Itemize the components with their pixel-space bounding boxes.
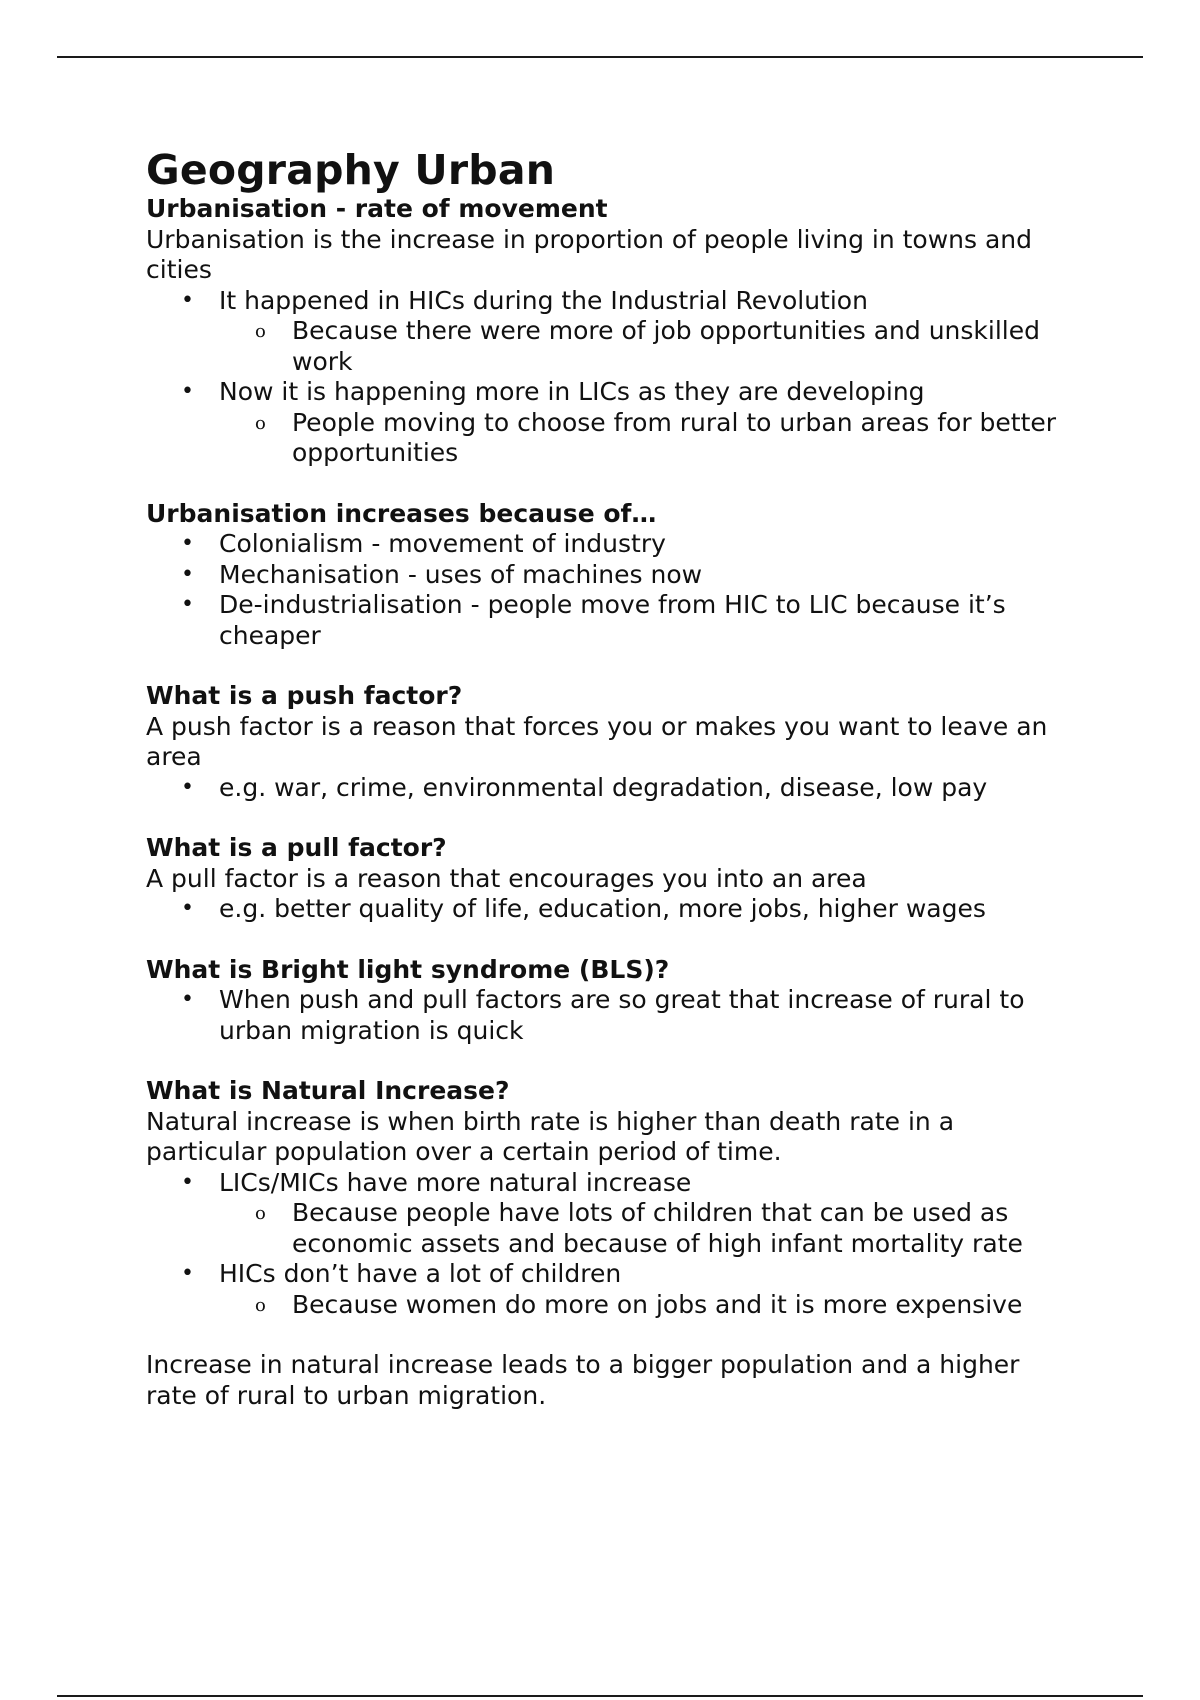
sub-list-item — [219, 408, 1066, 469]
list-item — [146, 590, 1066, 651]
list-item-text: When push and pull factors are so great that increase of rural to urban migration is quick — [219, 985, 1025, 1045]
sub-list-item — [219, 316, 1066, 377]
section-heading: Urbanisation - rate of movement — [146, 194, 608, 223]
list-item — [146, 1259, 1066, 1320]
bullet-list — [146, 985, 1066, 1046]
section-heading: What is Natural Increase? — [146, 1076, 510, 1105]
list-item-text: Colonialism - movement of industry — [219, 529, 666, 558]
page-title: Geography Urban — [146, 146, 556, 194]
bullet-icon: • — [181, 1261, 194, 1286]
sub-bullet-icon: o — [255, 1294, 266, 1316]
list-item — [146, 985, 1066, 1046]
bullet-icon: • — [181, 1169, 194, 1195]
list-item-text: HICs don’t have a lot of children — [219, 1259, 622, 1288]
bullet-icon: • — [181, 774, 194, 800]
section-paragraph: A push factor is a reason that forces you or makes you want to leave an area — [146, 711, 1048, 771]
bullet-icon: • — [181, 592, 194, 617]
sub-list-item-text: People moving to choose from rural to urban areas for better opportunities — [292, 407, 1057, 467]
list-item — [146, 560, 1066, 591]
footer-rule — [57, 1695, 1143, 1697]
bullet-icon: • — [181, 531, 194, 556]
closing-paragraph: Increase in natural increase leads to a bigger population and a higher rate of rural to urban migration. — [146, 1350, 1020, 1410]
bullet-list — [146, 894, 1066, 925]
list-item-text: Mechanisation - uses of machines now — [219, 559, 703, 589]
sub-bullet-list — [219, 408, 1066, 469]
bullet-icon: • — [181, 287, 194, 313]
section-heading: What is a push factor? — [146, 681, 463, 710]
sub-list-item — [219, 1198, 1066, 1259]
sub-list-item-text: Because women do more on jobs and it is more expensive — [292, 1289, 1023, 1319]
bullet-list — [146, 773, 1066, 804]
list-item — [146, 286, 1066, 378]
section-paragraph: A pull factor is a reason that encourages you into an area — [146, 863, 867, 893]
section-natural-increase — [146, 1076, 1066, 1320]
section-urbanisation-rate — [146, 194, 1066, 469]
section-heading: Urbanisation increases because of… — [146, 498, 657, 528]
list-item-text: e.g. war, crime, environmental degradation, disease, low pay — [219, 772, 988, 802]
document-body — [146, 146, 1066, 1411]
sub-list-item-text: Because people have lots of children that can be used as economic assets and because of high infant mortality rate — [292, 1198, 1023, 1258]
list-item — [146, 529, 1066, 560]
bullet-icon: • — [181, 896, 194, 921]
sub-bullet-icon: o — [255, 412, 266, 434]
header-rule — [57, 56, 1143, 58]
sub-bullet-list — [219, 316, 1066, 377]
section-paragraph: Natural increase is when birth rate is higher than death rate in a particular population over a certain period of time. — [146, 1106, 955, 1166]
section-paragraph: Urbanisation is the increase in proportion of people living in towns and cities — [146, 224, 1033, 284]
bullet-list — [146, 529, 1066, 651]
section-heading: What is Bright light syndrome (BLS)? — [146, 954, 670, 984]
bullet-icon: • — [181, 561, 194, 587]
section-push-factor — [146, 681, 1066, 803]
list-item-text: It happened in HICs during the Industrial Revolution — [219, 285, 868, 315]
list-item — [146, 1168, 1066, 1260]
section-urbanisation-causes — [146, 499, 1066, 652]
bullet-icon: • — [181, 987, 194, 1012]
bullet-list — [146, 286, 1066, 469]
list-item-text: De-industrialisation - people move from HIC to LIC because it’s cheaper — [219, 590, 1006, 650]
list-item — [146, 773, 1066, 804]
bullet-icon: • — [181, 379, 194, 404]
list-item-text: e.g. better quality of life, education, more jobs, higher wages — [219, 894, 986, 923]
list-item — [146, 894, 1066, 925]
list-item-text: LICs/MICs have more natural increase — [219, 1167, 692, 1197]
list-item — [146, 377, 1066, 469]
sub-bullet-icon: o — [255, 1203, 266, 1224]
sub-list-item — [219, 1290, 1066, 1321]
section-pull-factor — [146, 833, 1066, 925]
sub-bullet-list — [219, 1290, 1066, 1321]
section-bright-light-syndrome — [146, 955, 1066, 1047]
section-heading: What is a pull factor? — [146, 833, 447, 862]
sub-list-item-text: Because there were more of job opportunities and unskilled work — [292, 316, 1040, 376]
sub-bullet-list — [219, 1198, 1066, 1259]
bullet-list — [146, 1168, 1066, 1321]
sub-bullet-icon: o — [255, 321, 266, 342]
list-item-text: Now it is happening more in LICs as they are developing — [219, 377, 925, 406]
